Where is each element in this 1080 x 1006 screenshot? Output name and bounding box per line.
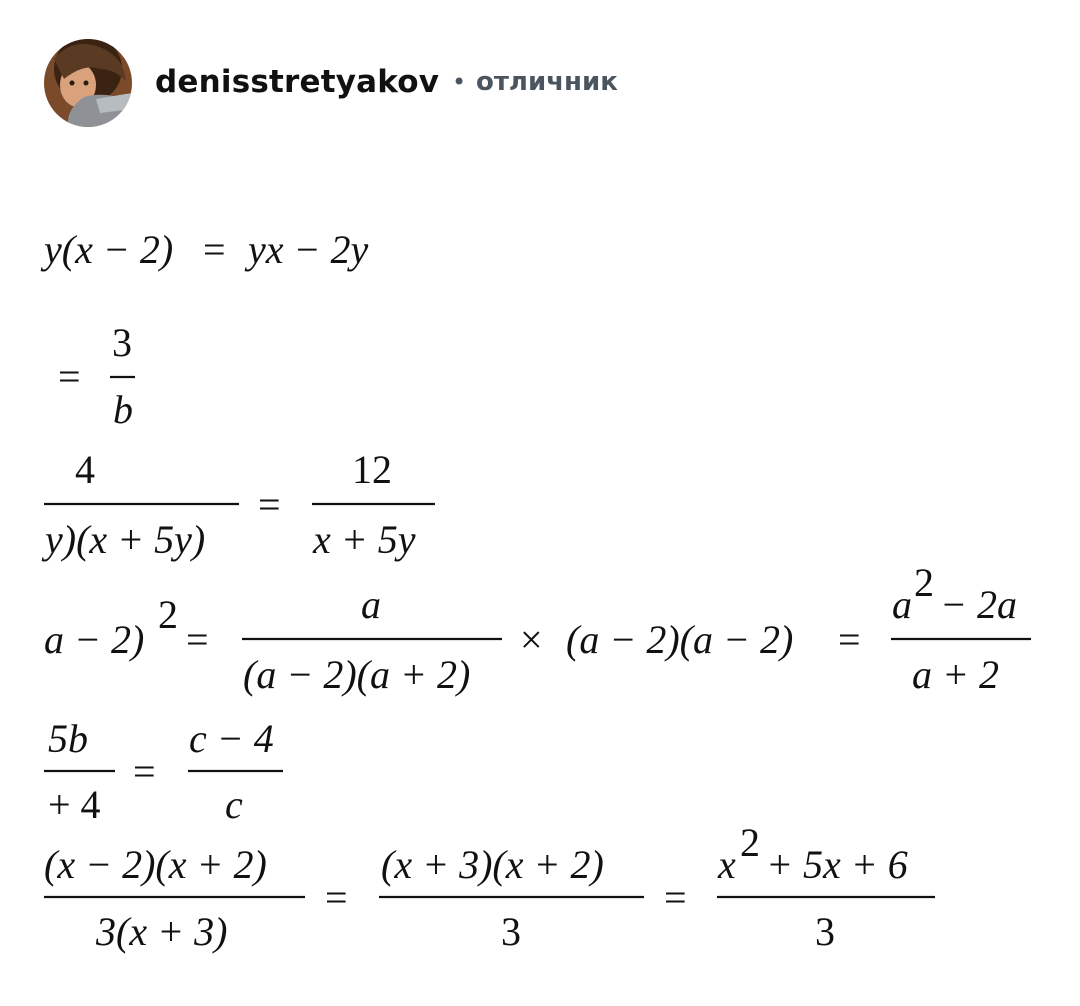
line5-left-numerator: 5b <box>48 716 88 761</box>
formula-line-5 <box>44 716 283 827</box>
line4-times: × <box>520 617 543 662</box>
line3-right-denominator: x + 5y <box>313 517 416 562</box>
line1-left: y(x − 2) <box>44 227 174 272</box>
rank-separator: • <box>452 68 467 96</box>
line6-mid-denominator: 3 <box>501 909 521 954</box>
line5-right-denominator: c <box>225 782 243 827</box>
line2-denominator: b <box>113 387 133 432</box>
line2-equals: = <box>58 354 81 399</box>
line4-middle: (a − 2)(a − 2) <box>566 617 794 662</box>
line6-mid-numerator: (x + 3)(x + 2) <box>381 842 604 887</box>
line6-equals-2: = <box>664 875 687 920</box>
line6-right-numerator-base: x <box>718 842 736 887</box>
line5-right-numerator: c − 4 <box>189 716 274 761</box>
line6-right-denominator: 3 <box>815 909 835 954</box>
author-username[interactable]: denisstretyakov <box>155 64 440 100</box>
line4-left: a − 2) <box>44 617 145 662</box>
line4-result-denominator: a + 2 <box>912 652 999 697</box>
formula-line-1 <box>40 227 369 272</box>
line4-result-numerator-base: a <box>892 582 912 627</box>
line4-fraction-denominator: (a − 2)(a + 2) <box>243 652 471 697</box>
line3-equals: = <box>258 482 281 527</box>
line6-left-numerator: (x − 2)(x + 2) <box>44 842 267 887</box>
line4-result-numerator-rest: − 2a <box>930 582 1017 627</box>
formula-line-3 <box>41 447 435 562</box>
line6-left-denominator: 3(x + 3) <box>96 909 228 954</box>
line6-equals-1: = <box>325 875 348 920</box>
line6-right-numerator-rest: + 5x + 6 <box>756 842 908 887</box>
formula-line-2 <box>58 320 135 432</box>
line4-equals-2: = <box>838 617 861 662</box>
line6-right-numerator-exponent: 2 <box>740 820 760 865</box>
line1-right: yx − 2y <box>248 227 369 272</box>
line4-left-exponent: 2 <box>158 592 178 637</box>
formula-line-6 <box>44 820 935 954</box>
line5-left-denominator: + 4 <box>48 782 101 827</box>
line4-result-numerator-exponent: 2 <box>914 560 934 605</box>
line3-left-denominator: y)(x + 5y) <box>45 517 206 562</box>
line2-numerator: 3 <box>112 320 132 365</box>
line4-fraction-numerator: a <box>361 582 381 627</box>
line4-equals-1: = <box>186 617 209 662</box>
line1-equals: = <box>203 227 226 272</box>
line3-right-numerator: 12 <box>352 447 392 492</box>
line3-left-numerator: 4 <box>75 447 95 492</box>
author-rank: отличник <box>476 67 618 97</box>
line5-equals: = <box>133 749 156 794</box>
formula-line-4 <box>44 560 1031 697</box>
